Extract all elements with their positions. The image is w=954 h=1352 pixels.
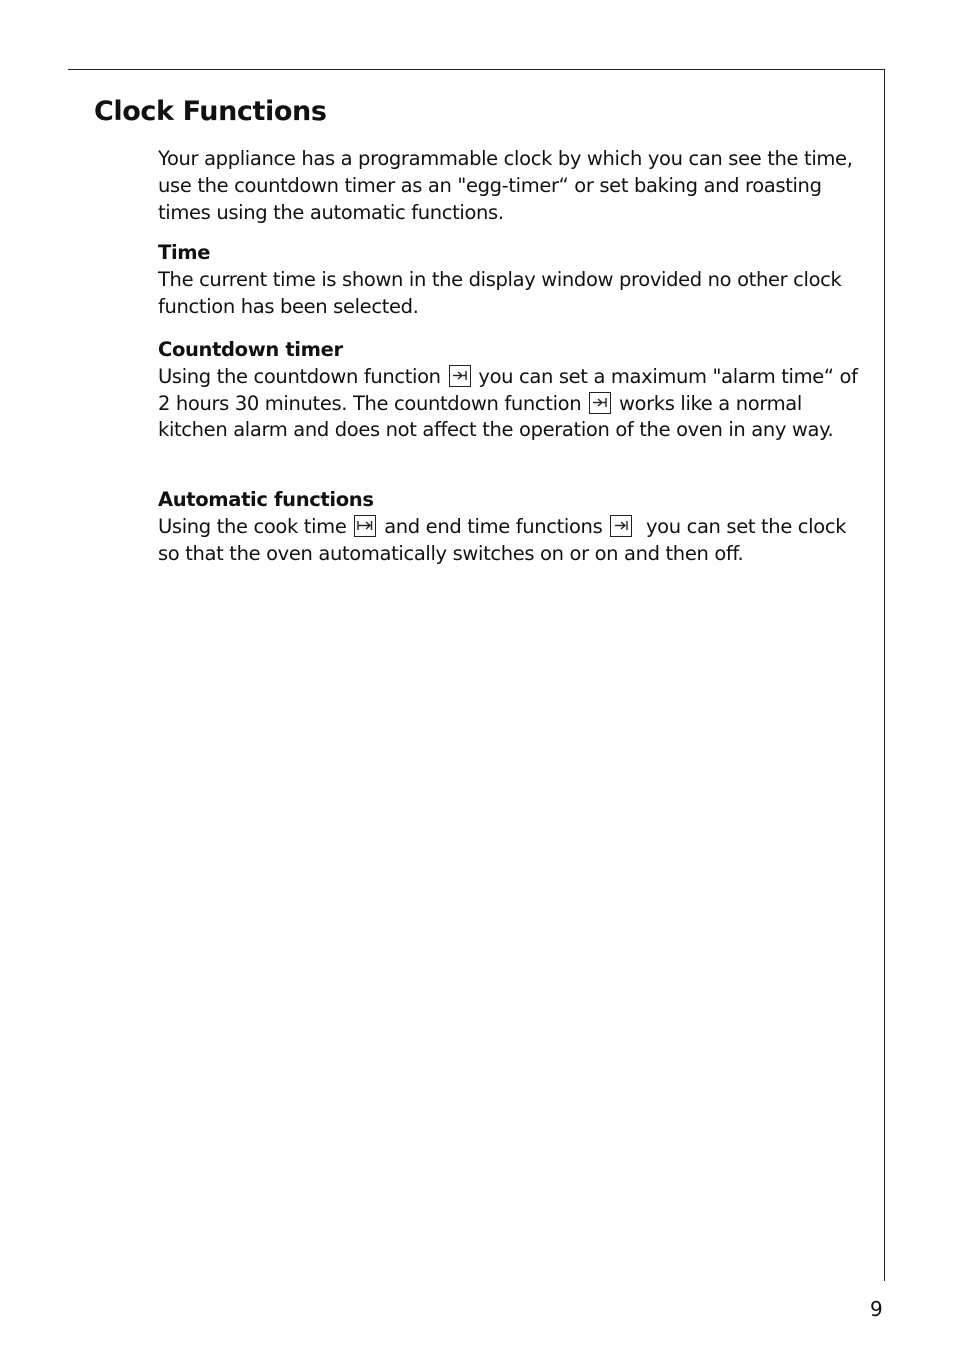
page-title: Clock Functions xyxy=(94,96,327,127)
automatic-heading: Automatic functions xyxy=(158,488,374,511)
automatic-text-3: you can set the clock so that the oven automatically switches on or on and then off. xyxy=(158,514,847,565)
time-heading: Time xyxy=(158,241,211,264)
automatic-section xyxy=(158,487,858,567)
time-section xyxy=(158,240,858,320)
automatic-paragraph xyxy=(158,514,858,568)
countdown-heading: Countdown timer xyxy=(158,338,343,361)
intro-section xyxy=(158,146,858,226)
automatic-text-1: Using the cook time xyxy=(158,514,347,538)
countdown-icon xyxy=(589,392,611,414)
end-time-icon xyxy=(610,515,632,537)
countdown-text-2: you can set a maximum "alarm time“ of 2 hours 30 minutes. The countdown function xyxy=(158,364,858,415)
countdown-text-1: Using the countdown function xyxy=(158,364,441,388)
countdown-paragraph xyxy=(158,364,858,444)
countdown-section xyxy=(158,337,858,444)
top-rule xyxy=(68,69,885,70)
cook-time-icon xyxy=(354,515,376,537)
right-rule xyxy=(884,69,885,1281)
countdown-icon xyxy=(449,365,471,387)
automatic-text-2: and end time functions xyxy=(384,514,603,538)
countdown-text-3: works like a normal kitchen alarm and does not affect the operation of the oven in any way. xyxy=(158,391,834,442)
time-paragraph: The current time is shown in the display window provided no other clock function has been selected. xyxy=(158,267,842,318)
page-number: 9 xyxy=(870,1297,883,1321)
intro-paragraph: Your appliance has a programmable clock by which you can see the time, use the countdown timer as an "egg-timer“ or set baking and roasting times using the automatic functions. xyxy=(158,147,853,224)
